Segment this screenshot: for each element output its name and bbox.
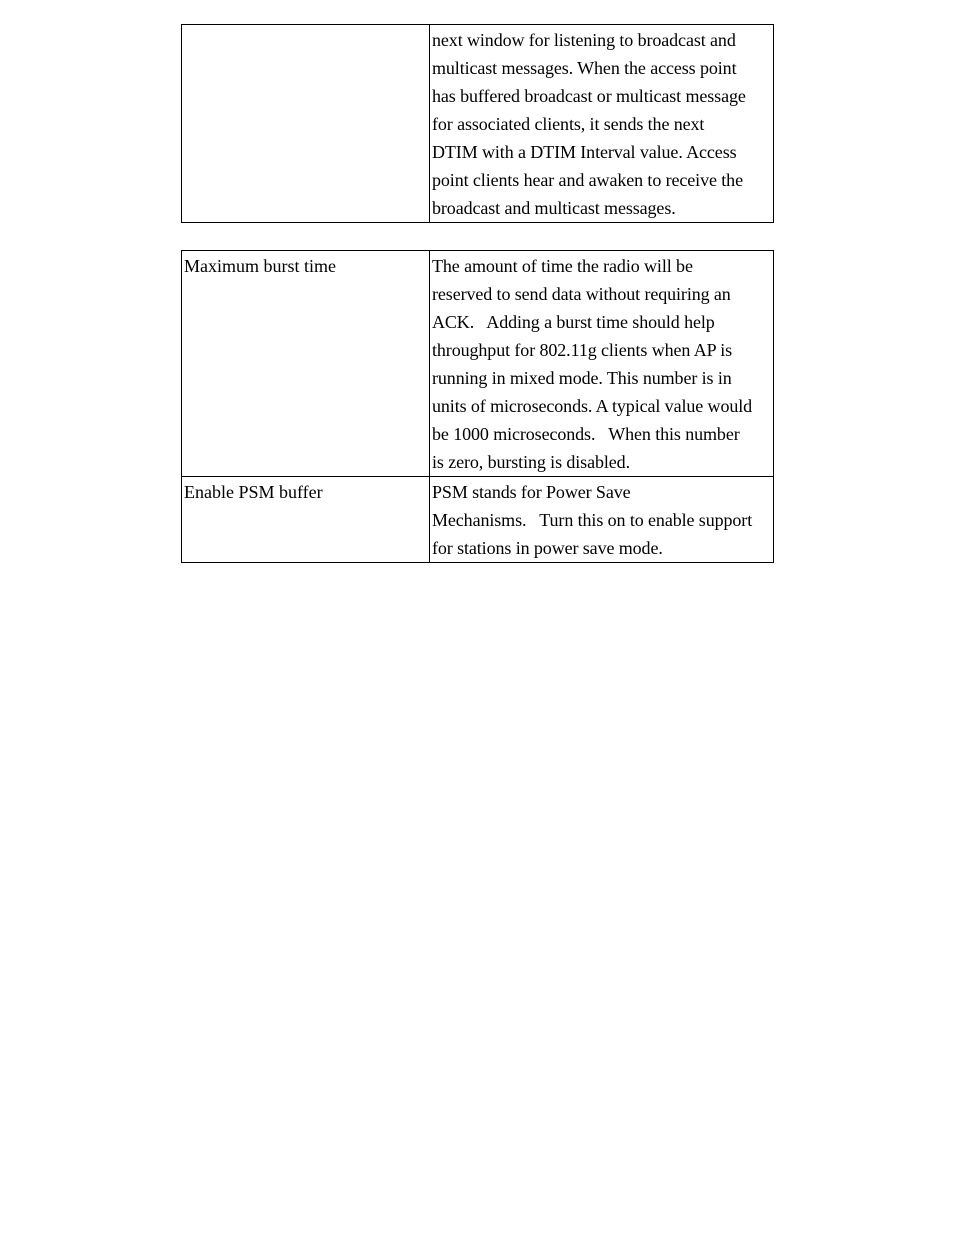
settings-table-continued [181, 24, 774, 223]
table-row [182, 25, 774, 223]
setting-description-cell: PSM stands for Power Save Mechanisms. Turn this on to enable support for stations in power save mode. [430, 477, 774, 563]
setting-description-cell: The amount of time the radio will be reserved to send data without requiring an ACK. Adding a burst time should help throughput for 802.11g clients when AP is running in mixed mode. This number is in units of microseconds. A typical value would be 1000 microseconds. When this number is zero, bursting is disabled. [430, 251, 774, 477]
settings-table [181, 250, 774, 563]
table-row [182, 251, 774, 477]
setting-name-cell [182, 25, 430, 223]
setting-description-cell: next window for listening to broadcast and multicast messages. When the access point has buffered broadcast or multicast message for associated clients, it sends the next DTIM with a DTIM Interval value. Access point clients hear and awaken to receive the broadcast and multicast messages. [430, 25, 774, 223]
setting-name-cell: Maximum burst time [182, 251, 430, 477]
table-row [182, 477, 774, 563]
setting-name-cell: Enable PSM buffer [182, 477, 430, 563]
